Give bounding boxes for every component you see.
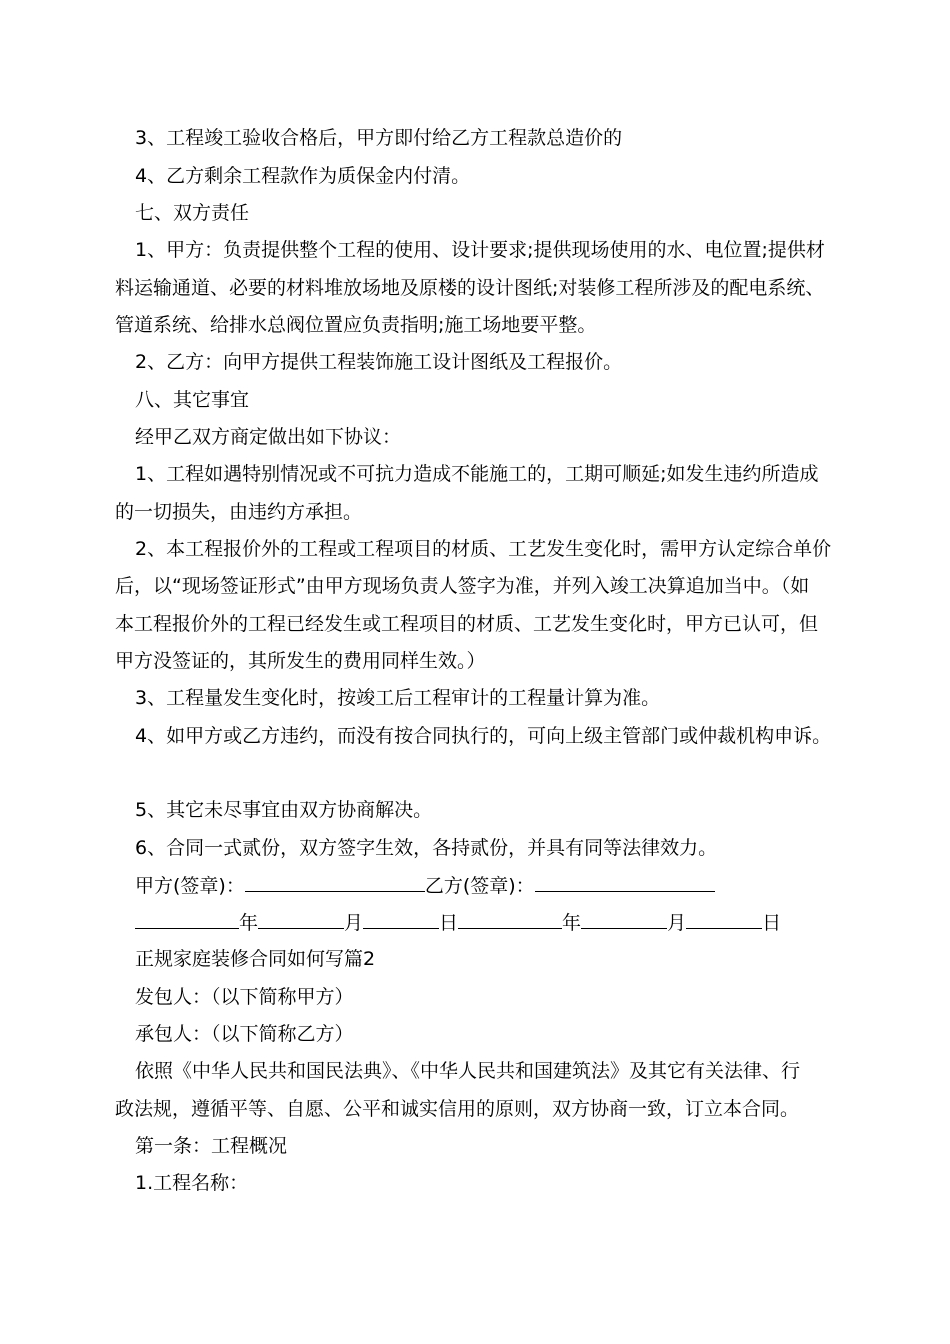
party-b-signature-label: 乙方(签章)： [424, 875, 535, 897]
party-b-signature-blank [535, 873, 715, 892]
legal-basis-line-2: 政法规，遵循平等、自愿、公平和诚实信用的原则，双方协商一致，订立本合同。 [115, 1098, 800, 1120]
section-heading-8: 八、其它事宜 [135, 389, 250, 411]
other-clause-5: 5、其它未尽事宜由双方协商解决。 [135, 799, 433, 821]
year-blank-a [135, 910, 239, 929]
agreement-intro: 经甲乙双方商定做出如下协议： [135, 426, 402, 448]
employer-line: 发包人：（以下简称甲方） [135, 986, 354, 1008]
day-blank-a [363, 910, 439, 929]
month-label-b: 月 [667, 912, 687, 934]
other-clause-6: 6、合同一式贰份，双方签字生效，各持贰份，并具有同等法律效力。 [135, 837, 718, 859]
date-line [135, 910, 781, 934]
day-label-a: 日 [439, 912, 459, 934]
year-label-b: 年 [562, 912, 582, 934]
other-clause-3: 3、工程量发生变化时，按竣工后工程审计的工程量计算为准。 [135, 687, 661, 709]
other-clause-2-line-1: 2、本工程报价外的工程或工程项目的材质、工艺发生变化时，需甲方认定综合单价 [135, 538, 832, 560]
day-label-b: 日 [762, 912, 782, 934]
duty-a-line-1: 1、甲方：负责提供整个工程的使用、设计要求;提供现场使用的水、电位置;提供材 [135, 239, 825, 261]
payment-clause-3: 3、工程竣工验收合格后，甲方即付给乙方工程款总造价的 [135, 127, 623, 149]
contractor-line: 承包人：（以下简称乙方） [135, 1023, 354, 1045]
signature-line [135, 873, 715, 897]
other-clause-2-line-4: 甲方没签证的，其所发生的费用同样生效。） [115, 650, 486, 672]
month-blank-b [581, 910, 667, 929]
duty-b: 2、乙方：向甲方提供工程装饰施工设计图纸及工程报价。 [135, 351, 623, 373]
section-heading-7: 七、双方责任 [135, 202, 250, 224]
party-a-signature-blank [245, 873, 425, 892]
payment-clause-4: 4、乙方剩余工程款作为质保金内付清。 [135, 165, 471, 187]
month-blank-a [258, 910, 344, 929]
article-1-heading: 第一条：工程概况 [135, 1135, 288, 1157]
project-name-item: 1.工程名称： [135, 1172, 249, 1194]
other-clause-1-line-2: 的一切损失，由违约方承担。 [115, 501, 363, 523]
month-label-a: 月 [344, 912, 364, 934]
day-blank-b [686, 910, 762, 929]
duty-a-line-3: 管道系统、给排水总阀位置应负责指明;施工场地要平整。 [115, 314, 597, 336]
contract-title-2: 正规家庭装修合同如何写篇2 [135, 948, 376, 970]
year-label-a: 年 [239, 912, 259, 934]
duty-a-line-2: 料运输通道、必要的材料堆放场地及原楼的设计图纸;对装修工程所涉及的配电系统、 [115, 277, 825, 299]
other-clause-4: 4、如甲方或乙方违约，而没有按合同执行的，可向上级主管部门或仲裁机构申诉。 [135, 725, 832, 747]
other-clause-2-line-3: 本工程报价外的工程已经发生或工程项目的材质、工艺发生变化时，甲方已认可，但 [115, 613, 819, 635]
other-clause-1-line-1: 1、工程如遇特别情况或不可抗力造成不能施工的，工期可顺延;如发生违约所造成 [135, 463, 819, 485]
party-a-signature-label: 甲方(签章)： [135, 875, 245, 897]
other-clause-2-line-2: 后，以“现场签证形式”由甲方现场负责人签字为准，并列入竣工决算追加当中。（如 [115, 575, 810, 597]
legal-basis-line-1: 依照《中华人民共和国民法典》、《中华人民共和国建筑法》及其它有关法律、行 [135, 1060, 801, 1082]
year-blank-b [458, 910, 562, 929]
